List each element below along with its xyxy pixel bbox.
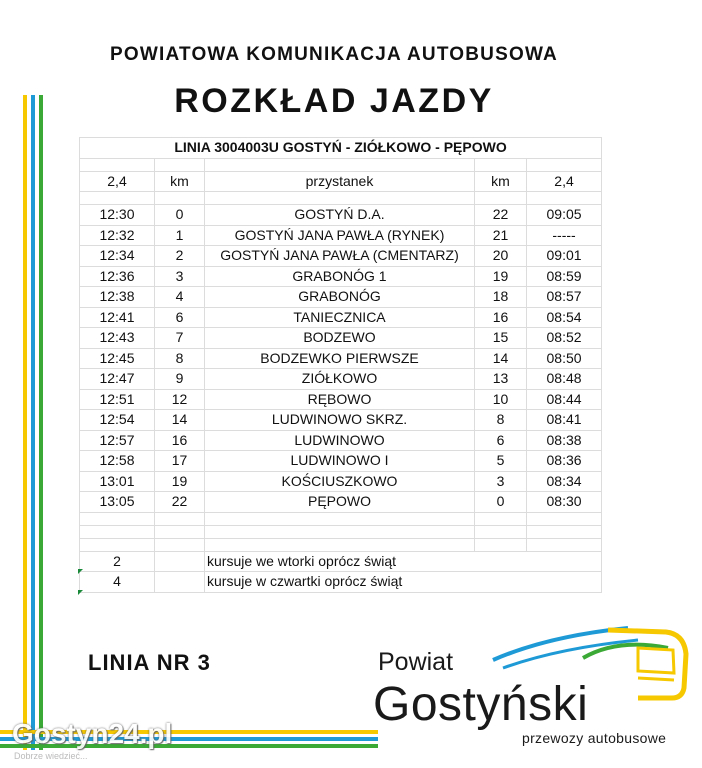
stop-name: LUDWINOWO xyxy=(205,430,475,451)
table-row xyxy=(80,266,602,287)
return-time: 08:59 xyxy=(527,266,602,287)
table-row xyxy=(80,451,602,472)
page-title: ROZKŁAD JAZDY xyxy=(174,82,494,120)
km-from-end: 18 xyxy=(475,287,527,308)
departure-time: 12:57 xyxy=(80,430,155,451)
return-time: 08:50 xyxy=(527,348,602,369)
departure-time: 12:38 xyxy=(80,287,155,308)
watermark: Gostyn24.pl xyxy=(12,718,173,749)
km-from-end: 20 xyxy=(475,246,527,267)
km-from-end: 13 xyxy=(475,369,527,390)
table-row xyxy=(80,225,602,246)
note-code: 2 xyxy=(80,551,155,572)
km-from-start: 2 xyxy=(155,246,205,267)
blank-cell xyxy=(475,158,527,171)
note-row xyxy=(80,551,602,572)
cell-comment-marker-icon xyxy=(78,590,83,595)
km-from-end: 8 xyxy=(475,410,527,431)
km-from-start: 1 xyxy=(155,225,205,246)
blank-cell xyxy=(527,158,602,171)
blank-cell xyxy=(527,538,602,551)
blank-cell xyxy=(155,538,205,551)
departure-time: 12:54 xyxy=(80,410,155,431)
km-from-start: 16 xyxy=(155,430,205,451)
stripe-blue-vertical xyxy=(31,95,35,750)
stop-name: GOSTYŃ JANA PAWŁA (CMENTARZ) xyxy=(205,246,475,267)
timetable-header-row xyxy=(80,171,602,192)
km-from-end: 19 xyxy=(475,266,527,287)
blank-cell xyxy=(80,192,155,205)
blank-cell xyxy=(155,512,205,525)
return-time: 08:54 xyxy=(527,307,602,328)
blank-cell xyxy=(475,512,527,525)
return-time: 08:38 xyxy=(527,430,602,451)
table-row xyxy=(80,246,602,267)
logo-text-gostynski: Gostyński xyxy=(373,678,589,731)
blank-cell xyxy=(475,525,527,538)
return-time: 08:36 xyxy=(527,451,602,472)
km-from-start: 22 xyxy=(155,492,205,513)
line-number-label: LINIA NR 3 xyxy=(88,650,211,675)
logo-text-powiat: Powiat xyxy=(378,648,454,676)
km-from-end: 3 xyxy=(475,471,527,492)
departure-time: 12:58 xyxy=(80,451,155,472)
km-from-end: 22 xyxy=(475,205,527,226)
note-text: kursuje w czwartki oprócz świąt xyxy=(205,572,602,593)
table-row xyxy=(80,492,602,513)
table-row xyxy=(80,287,602,308)
blank-row xyxy=(80,538,602,551)
stop-name: ZIÓŁKOWO xyxy=(205,369,475,390)
timetable xyxy=(79,137,602,593)
km-from-end: 6 xyxy=(475,430,527,451)
watermark-tagline: Dobrze wiedzieć... xyxy=(14,751,88,761)
blank-cell xyxy=(155,572,205,593)
blank-row xyxy=(80,192,602,205)
km-from-end: 16 xyxy=(475,307,527,328)
blank-row xyxy=(80,158,602,171)
departure-time: 12:47 xyxy=(80,369,155,390)
blank-cell xyxy=(80,525,155,538)
stop-name: GOSTYŃ JANA PAWŁA (RYNEK) xyxy=(205,225,475,246)
return-time: 08:34 xyxy=(527,471,602,492)
header-subtitle: POWIATOWA KOMUNIKACJA AUTOBUSOWA xyxy=(110,44,558,65)
table-row xyxy=(80,328,602,349)
stop-name: KOŚCIUSZKOWO xyxy=(205,471,475,492)
stop-name: RĘBOWO xyxy=(205,389,475,410)
blank-cell xyxy=(475,192,527,205)
return-time: ----- xyxy=(527,225,602,246)
return-time: 09:01 xyxy=(527,246,602,267)
return-time: 08:48 xyxy=(527,369,602,390)
departure-time: 13:05 xyxy=(80,492,155,513)
return-time: 08:30 xyxy=(527,492,602,513)
blank-cell xyxy=(155,192,205,205)
return-time: 08:52 xyxy=(527,328,602,349)
note-text: kursuje we wtorki oprócz świąt xyxy=(205,551,602,572)
stop-name: GRABONÓG 1 xyxy=(205,266,475,287)
km-from-end: 14 xyxy=(475,348,527,369)
departure-time: 12:34 xyxy=(80,246,155,267)
departure-time: 12:30 xyxy=(80,205,155,226)
km-from-start: 9 xyxy=(155,369,205,390)
blank-cell xyxy=(155,525,205,538)
km-from-start: 6 xyxy=(155,307,205,328)
km-from-start: 7 xyxy=(155,328,205,349)
blank-cell xyxy=(475,538,527,551)
blank-cell xyxy=(205,192,475,205)
table-row xyxy=(80,471,602,492)
blank-cell xyxy=(205,158,475,171)
km-from-end: 0 xyxy=(475,492,527,513)
km-from-end: 15 xyxy=(475,328,527,349)
blank-cell xyxy=(155,551,205,572)
return-time: 08:57 xyxy=(527,287,602,308)
blank-cell xyxy=(527,525,602,538)
departure-time: 13:01 xyxy=(80,471,155,492)
departure-time: 12:51 xyxy=(80,389,155,410)
km-from-start: 12 xyxy=(155,389,205,410)
table-row xyxy=(80,205,602,226)
note-code: 4 xyxy=(80,572,155,593)
logo-subtitle: przewozy autobusowe xyxy=(522,730,667,746)
blank-cell xyxy=(80,158,155,171)
timetable-title: LINIA 3004003U GOSTYŃ - ZIÓŁKOWO - PĘPOWO xyxy=(80,138,602,159)
table-row xyxy=(80,410,602,431)
stop-name: BODZEWKO PIERWSZE xyxy=(205,348,475,369)
stop-name: GRABONÓG xyxy=(205,287,475,308)
column-header: 2,4 xyxy=(527,171,602,192)
table-row xyxy=(80,348,602,369)
departure-time: 12:36 xyxy=(80,266,155,287)
km-from-start: 0 xyxy=(155,205,205,226)
km-from-end: 21 xyxy=(475,225,527,246)
stop-name: LUDWINOWO I xyxy=(205,451,475,472)
blank-cell xyxy=(80,512,155,525)
stripe-yellow-vertical xyxy=(23,95,27,750)
column-header: 2,4 xyxy=(80,171,155,192)
stripe-green-vertical xyxy=(39,95,43,750)
km-from-end: 10 xyxy=(475,389,527,410)
km-from-start: 3 xyxy=(155,266,205,287)
blank-row xyxy=(80,525,602,538)
departure-time: 12:45 xyxy=(80,348,155,369)
blank-cell xyxy=(80,538,155,551)
cell-comment-marker-icon xyxy=(78,569,83,574)
stop-name: PĘPOWO xyxy=(205,492,475,513)
km-from-start: 17 xyxy=(155,451,205,472)
blank-cell xyxy=(527,512,602,525)
return-time: 08:41 xyxy=(527,410,602,431)
km-from-start: 8 xyxy=(155,348,205,369)
table-row xyxy=(80,307,602,328)
blank-cell xyxy=(155,158,205,171)
blank-cell xyxy=(205,512,475,525)
note-row xyxy=(80,572,602,593)
departure-time: 12:32 xyxy=(80,225,155,246)
km-from-start: 14 xyxy=(155,410,205,431)
column-header: km xyxy=(155,171,205,192)
table-row xyxy=(80,430,602,451)
blank-cell xyxy=(205,525,475,538)
blank-row xyxy=(80,512,602,525)
column-header: przystanek xyxy=(205,171,475,192)
return-time: 08:44 xyxy=(527,389,602,410)
column-header: km xyxy=(475,171,527,192)
blank-cell xyxy=(527,192,602,205)
blank-cell xyxy=(205,538,475,551)
stop-name: GOSTYŃ D.A. xyxy=(205,205,475,226)
departure-time: 12:41 xyxy=(80,307,155,328)
km-from-end: 5 xyxy=(475,451,527,472)
departure-time: 12:43 xyxy=(80,328,155,349)
return-time: 09:05 xyxy=(527,205,602,226)
stop-name: BODZEWO xyxy=(205,328,475,349)
km-from-start: 19 xyxy=(155,471,205,492)
table-row xyxy=(80,369,602,390)
stop-name: TANIECZNICA xyxy=(205,307,475,328)
km-from-start: 4 xyxy=(155,287,205,308)
timetable-title-row xyxy=(80,138,602,159)
stop-name: LUDWINOWO SKRZ. xyxy=(205,410,475,431)
table-row xyxy=(80,389,602,410)
